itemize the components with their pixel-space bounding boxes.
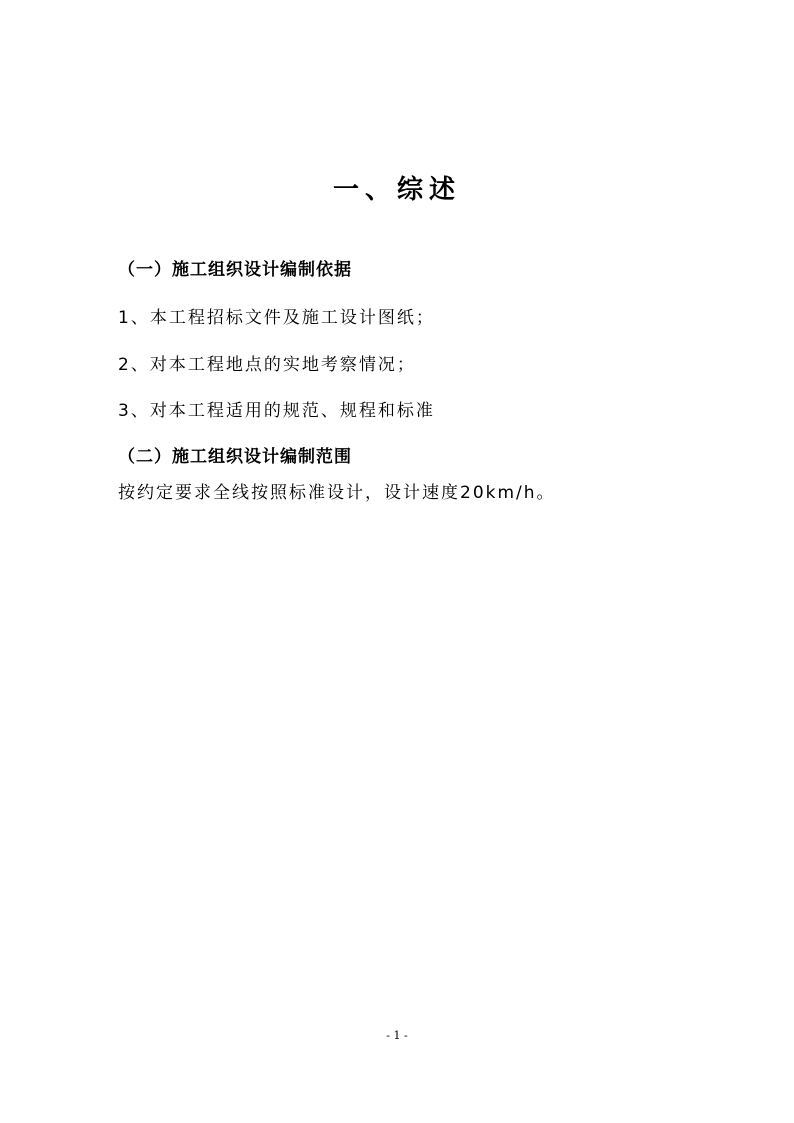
document-title: 一、综述 <box>332 175 461 205</box>
page-number: - 1 - <box>386 1029 408 1042</box>
scope-paragraph: 按约定要求全线按照标准设计，设计速度20km/h。 <box>118 483 556 503</box>
section-heading-scope: （二）施工组织设计编制范围 <box>118 447 352 467</box>
basis-item-3: 3、对本工程适用的规范、规程和标准 <box>118 401 435 421</box>
basis-item-2: 2、对本工程地点的实地考察情况； <box>118 355 416 375</box>
section-heading-basis: （一）施工组织设计编制依据 <box>118 260 352 280</box>
basis-item-1: 1、本工程招标文件及施工设计图纸； <box>118 308 435 328</box>
